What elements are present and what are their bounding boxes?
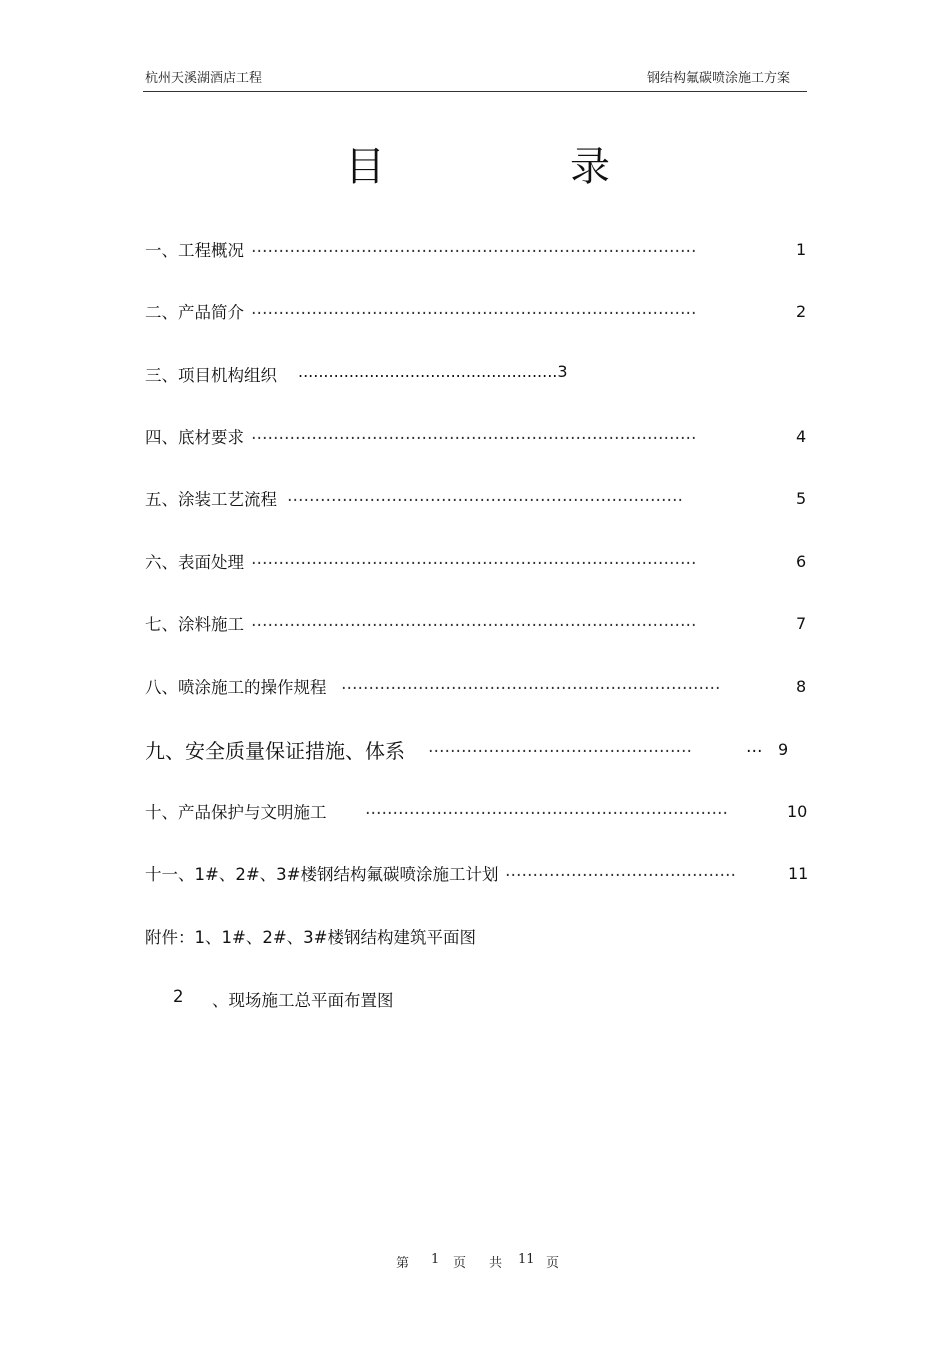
footer-page-number: 1: [431, 1252, 440, 1267]
toc-label: 六、表面处理: [145, 553, 244, 572]
toc-label: 十、产品保护与文明施工: [145, 803, 327, 822]
toc-label: 五、涂装工艺流程: [145, 490, 277, 509]
attachment-line-1: 附件：1、1#、2#、3#楼钢结构建筑平面图: [145, 928, 476, 947]
toc-page-number: 9: [778, 740, 789, 759]
toc-leader: ……………………………………: [505, 861, 736, 880]
attachment-line-2-number: 2: [173, 987, 184, 1006]
page-title-char-2: 录: [570, 144, 610, 190]
page-title-char-1: 目: [345, 144, 385, 190]
header-document-title: 钢结构氟碳喷涂施工方案: [646, 71, 790, 86]
footer-total-pages: 11: [518, 1252, 535, 1267]
attachment-line-2-text: 、现场施工总平面布置图: [212, 991, 394, 1010]
toc-leader-tail: …: [746, 737, 763, 756]
toc-leader: …………………………………………: [428, 737, 692, 756]
toc-leader: ...................................................3: [298, 362, 568, 381]
toc-label: 八、喷涂施工的操作规程: [145, 678, 327, 697]
toc-page-number: 6: [796, 552, 807, 571]
header-divider: [143, 91, 807, 92]
toc-label: 三、项目机构组织: [145, 366, 277, 385]
toc-leader: …………………………………………………………: [365, 799, 728, 818]
toc-leader: ………………………………………………………………: [287, 486, 683, 505]
toc-page-number: 1: [796, 240, 807, 259]
toc-label: 九、安全质量保证措施、体系: [145, 739, 405, 763]
toc-page-number: 4: [796, 427, 807, 446]
toc-leader: ……………………………………………………………: [341, 674, 721, 693]
toc-leader: ………………………………………………………………………: [251, 424, 697, 443]
toc-page-number: 11: [788, 864, 809, 883]
toc-label: 二、产品简介: [145, 303, 244, 322]
toc-label: 四、底材要求: [145, 428, 244, 447]
toc-page-number: 2: [796, 302, 807, 321]
toc-leader: ………………………………………………………………………: [251, 299, 697, 318]
toc-leader: ………………………………………………………………………: [251, 611, 697, 630]
header-project-name: 杭州天溪湖酒店工程: [145, 71, 263, 86]
toc-page-number: 8: [796, 677, 807, 696]
footer-ye-2: 页: [546, 1256, 560, 1271]
toc-page-number: 5: [796, 489, 807, 508]
footer-ye: 页: [453, 1256, 467, 1271]
toc-label: 七、涂料施工: [145, 615, 244, 634]
toc-leader: ………………………………………………………………………: [251, 549, 697, 568]
toc-page-number: 10: [787, 802, 808, 821]
toc-page-number: 7: [796, 614, 807, 633]
footer-gong: 共: [489, 1256, 503, 1271]
footer-di: 第: [396, 1256, 410, 1271]
toc-leader: ………………………………………………………………………: [251, 237, 697, 256]
toc-label: 一、工程概况: [145, 241, 244, 260]
toc-label: 十一、1#、2#、3#楼钢结构氟碳喷涂施工计划: [145, 865, 499, 884]
